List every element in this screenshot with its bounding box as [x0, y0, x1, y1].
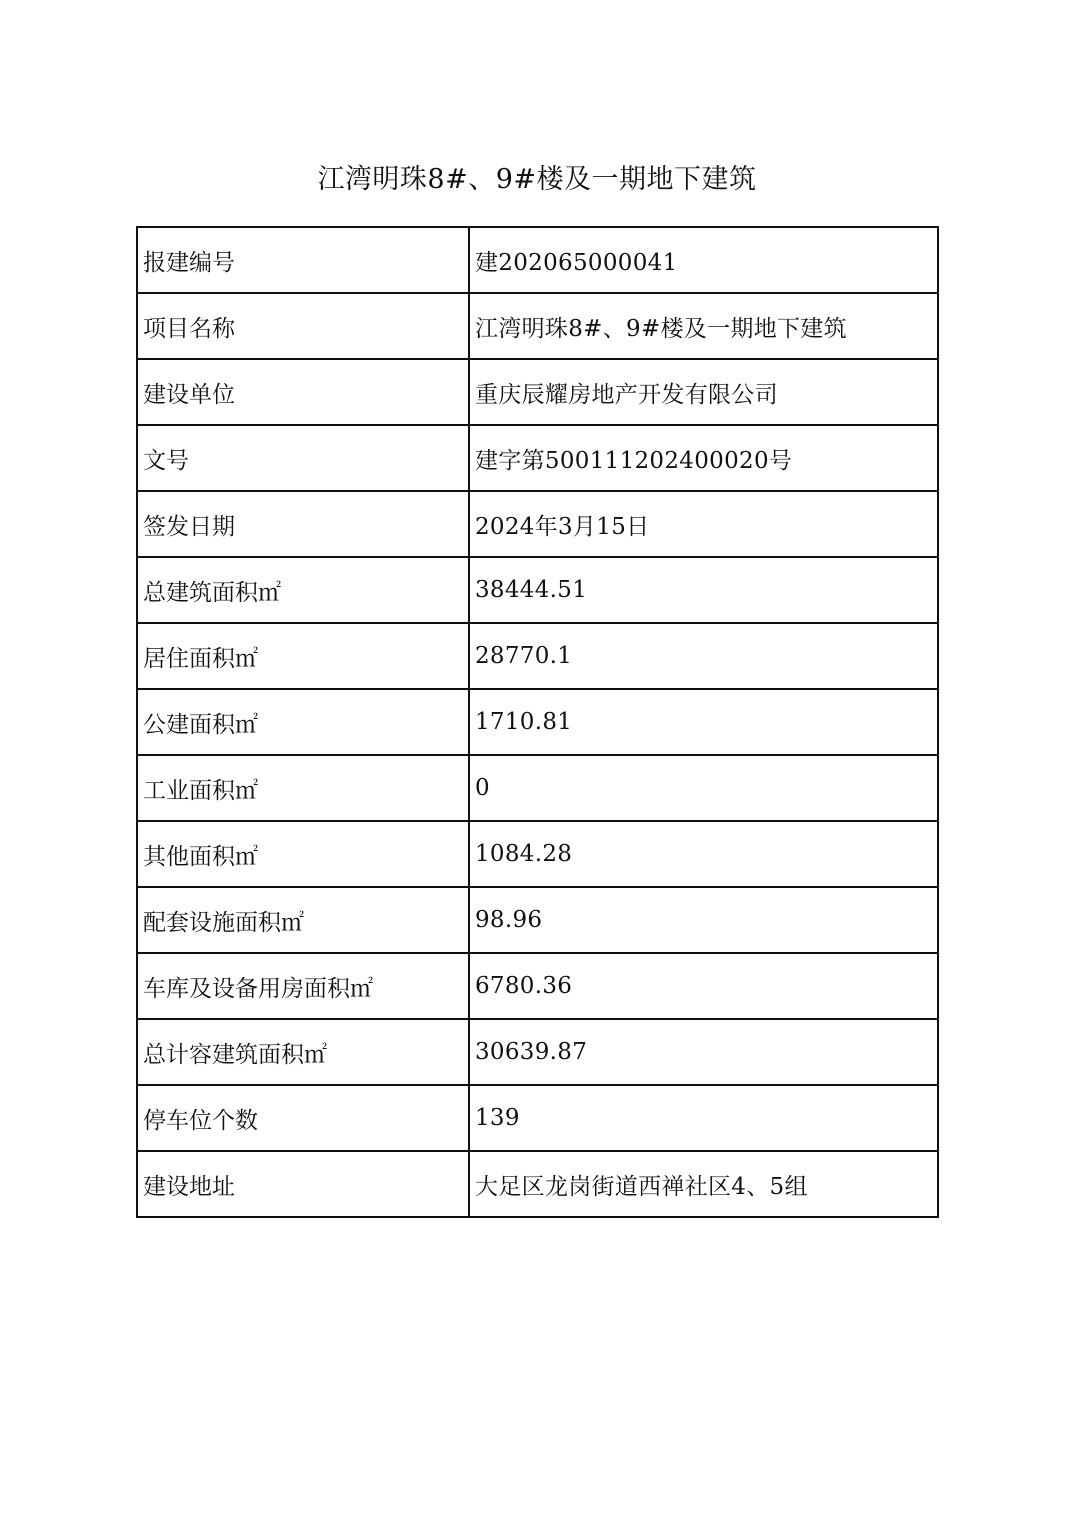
- row-value-garage-equipment-area: 6780.36: [469, 953, 938, 1019]
- info-table: [136, 226, 939, 1218]
- table-row: [137, 491, 938, 557]
- row-label-other-area: 其他面积㎡: [137, 821, 469, 887]
- table-row: [137, 1151, 938, 1217]
- row-value-total-plot-ratio-area: 30639.87: [469, 1019, 938, 1085]
- row-label-public-building-area: 公建面积㎡: [137, 689, 469, 755]
- row-label-parking-spaces: 停车位个数: [137, 1085, 469, 1151]
- row-value-other-area: 1084.28: [469, 821, 938, 887]
- row-value-issue-date: 2024年3月15日: [469, 491, 938, 557]
- row-label-residential-area: 居住面积㎡: [137, 623, 469, 689]
- row-value-construction-unit: 重庆辰耀房地产开发有限公司: [469, 359, 938, 425]
- row-value-project-name: 江湾明珠8#、9#楼及一期地下建筑: [469, 293, 938, 359]
- table-row: [137, 425, 938, 491]
- document-title: 江湾明珠8#、9#楼及一期地下建筑: [317, 164, 757, 195]
- table-row: [137, 293, 938, 359]
- table-row: [137, 755, 938, 821]
- row-label-garage-equipment-area: 车库及设备用房面积㎡: [137, 953, 469, 1019]
- row-label-construction-address: 建设地址: [137, 1151, 469, 1217]
- table-row: [137, 887, 938, 953]
- table-row: [137, 821, 938, 887]
- table-row: [137, 227, 938, 293]
- row-value-total-floor-area: 38444.51: [469, 557, 938, 623]
- row-label-project-name: 项目名称: [137, 293, 469, 359]
- table-row: [137, 623, 938, 689]
- table-row: [137, 1085, 938, 1151]
- table-row: [137, 953, 938, 1019]
- row-label-issue-date: 签发日期: [137, 491, 469, 557]
- row-value-supporting-facilities-area: 98.96: [469, 887, 938, 953]
- table-row: [137, 359, 938, 425]
- row-label-total-plot-ratio-area: 总计容建筑面积㎡: [137, 1019, 469, 1085]
- row-label-industrial-area: 工业面积㎡: [137, 755, 469, 821]
- row-label-total-floor-area: 总建筑面积㎡: [137, 557, 469, 623]
- table-row: [137, 1019, 938, 1085]
- row-value-document-number: 建字第500111202400020号: [469, 425, 938, 491]
- row-value-report-number: 建202065000041: [469, 227, 938, 293]
- table-row: [137, 557, 938, 623]
- row-value-residential-area: 28770.1: [469, 623, 938, 689]
- row-value-parking-spaces: 139: [469, 1085, 938, 1151]
- row-label-supporting-facilities-area: 配套设施面积㎡: [137, 887, 469, 953]
- row-label-report-number: 报建编号: [137, 227, 469, 293]
- row-value-industrial-area: 0: [469, 755, 938, 821]
- row-value-construction-address: 大足区龙岗街道西禅社区4、5组: [469, 1151, 938, 1217]
- row-value-public-building-area: 1710.81: [469, 689, 938, 755]
- row-label-construction-unit: 建设单位: [137, 359, 469, 425]
- row-label-document-number: 文号: [137, 425, 469, 491]
- table-row: [137, 689, 938, 755]
